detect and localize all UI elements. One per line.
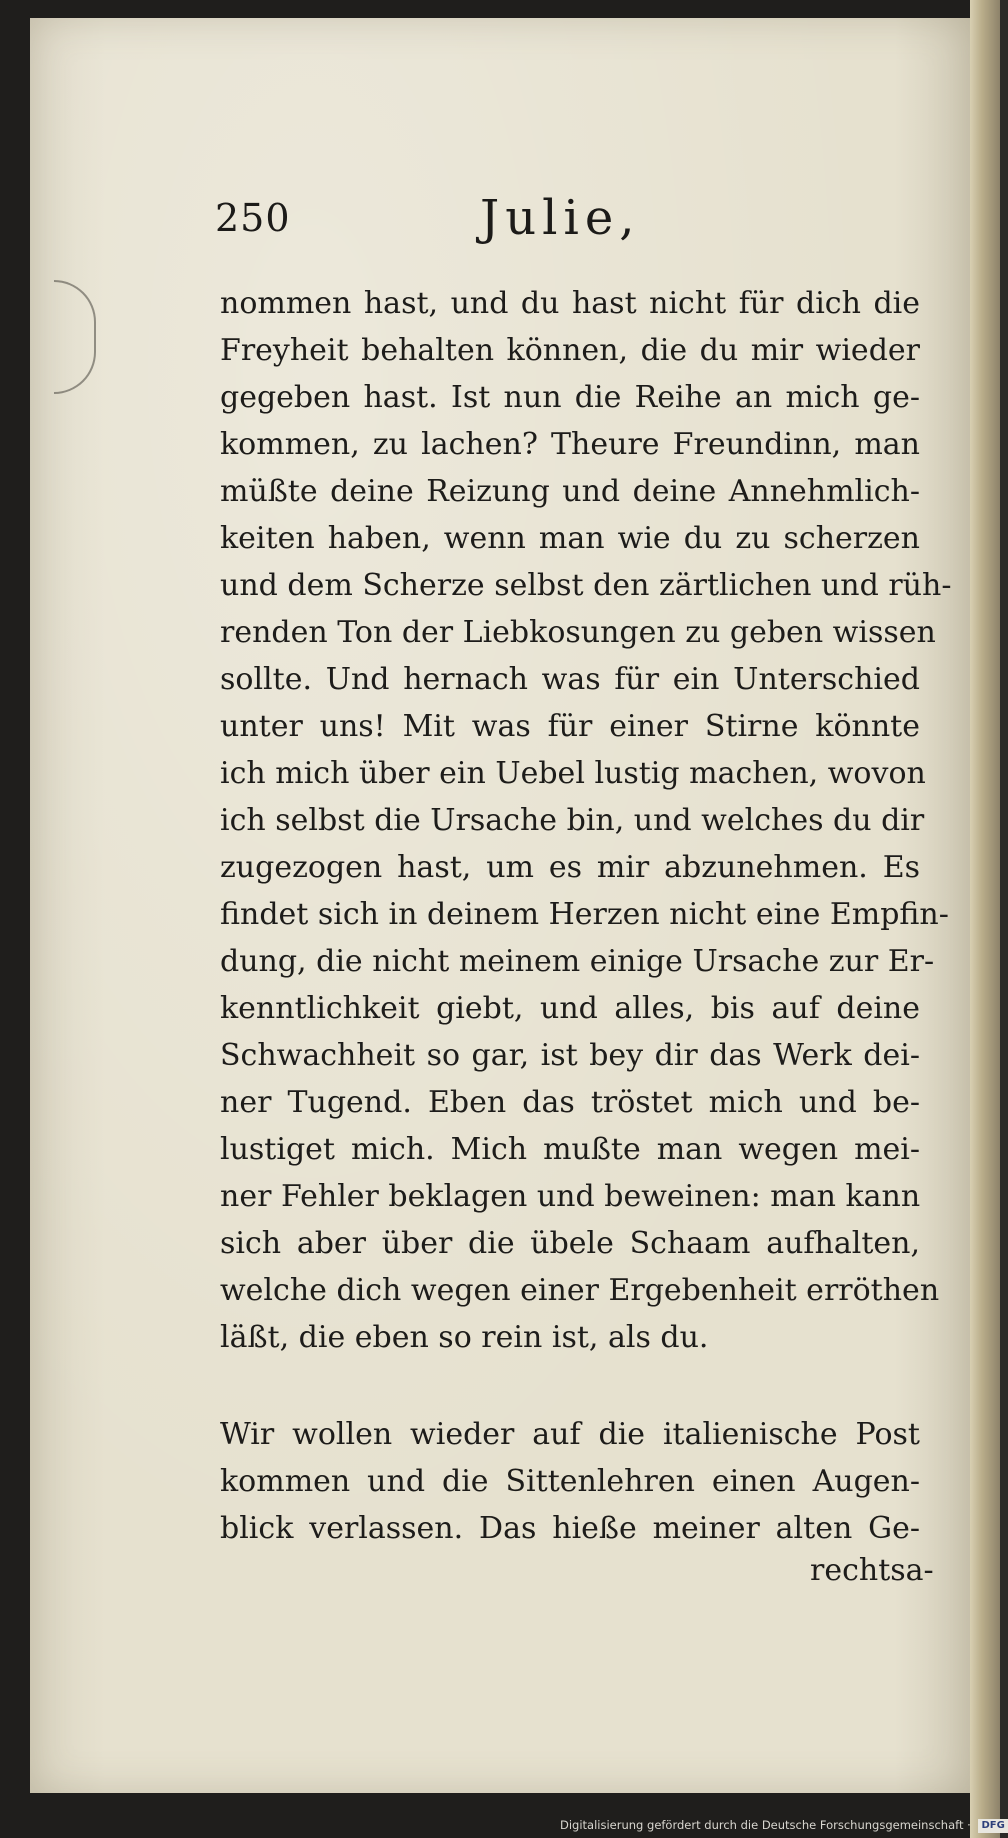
text-line: blick verlassen. Das hieße meiner alten Ge- — [220, 1511, 920, 1546]
text-line: keiten haben, wenn man wie du zu scherzen — [220, 521, 920, 556]
text-line: nommen hast, und du hast nicht für dich die — [220, 286, 920, 321]
book-page — [30, 18, 970, 1793]
text-line: welche dich wegen einer Ergebenheit erröthen — [220, 1273, 940, 1308]
text-line: gegeben hast. Ist nun die Reihe an mich ge- — [220, 380, 920, 415]
text-line: sich aber über die übele Schaam aufhalten, — [220, 1226, 920, 1261]
text-line: sollte. Und hernach was für ein Unterschied — [220, 662, 920, 697]
text-line: Schwachheit so gar, ist bey dir das Werk dei- — [220, 1038, 920, 1073]
page-number: 250 — [215, 196, 291, 240]
text-line: dung, die nicht meinem einige Ursache zur Er- — [220, 944, 935, 979]
digitization-credit — [560, 1814, 1005, 1836]
page-edge — [970, 0, 1000, 1838]
catchword: rechtsa- — [810, 1553, 934, 1588]
text-line: und dem Scherze selbst den zärtlichen und rüh- — [220, 568, 952, 603]
text-line: Wir wollen wieder auf die italienische Post — [220, 1417, 920, 1452]
paragraph-1 — [220, 280, 952, 1361]
credit-text: Digitalisierung gefördert durch die Deutsche Forschungsgemeinschaft · — [560, 1818, 971, 1832]
text-line: kenntlichkeit giebt, und alles, bis auf deine — [220, 991, 920, 1026]
text-line: läßt, die eben so rein ist, als du. — [220, 1320, 709, 1355]
text-line: renden Ton der Liebkosungen zu geben wissen — [220, 615, 936, 650]
binding-mark — [54, 280, 96, 394]
dfg-logo: DFG — [978, 1819, 1007, 1833]
text-line: ich selbst die Ursache bin, und welches du dir — [220, 803, 925, 838]
text-line: ich mich über ein Uebel lustig machen, wovon — [220, 756, 926, 791]
text-line: zugezogen hast, um es mir abzunehmen. Es — [220, 850, 920, 885]
text-line: unter uns! Mit was für einer Stirne könnte — [220, 709, 920, 744]
text-line: kommen, zu lachen? Theure Freundinn, man — [220, 427, 920, 462]
text-line: ner Tugend. Eben das tröstet mich und be- — [220, 1085, 920, 1120]
text-line: findet sich in deinem Herzen nicht eine Empfin- — [220, 897, 949, 932]
text-line: Freyheit behalten können, die du mir wieder — [220, 333, 920, 368]
text-line: lustiget mich. Mich mußte man wegen mei- — [220, 1132, 920, 1167]
paragraph-2 — [220, 1411, 920, 1552]
text-line: kommen und die Sittenlehren einen Augen- — [220, 1464, 920, 1499]
page-header — [30, 190, 970, 256]
running-head: Julie, — [480, 190, 641, 246]
text-line: müßte deine Reizung und deine Annehmlich- — [220, 474, 920, 509]
text-line: ner Fehler beklagen und beweinen: man kann — [220, 1179, 921, 1214]
